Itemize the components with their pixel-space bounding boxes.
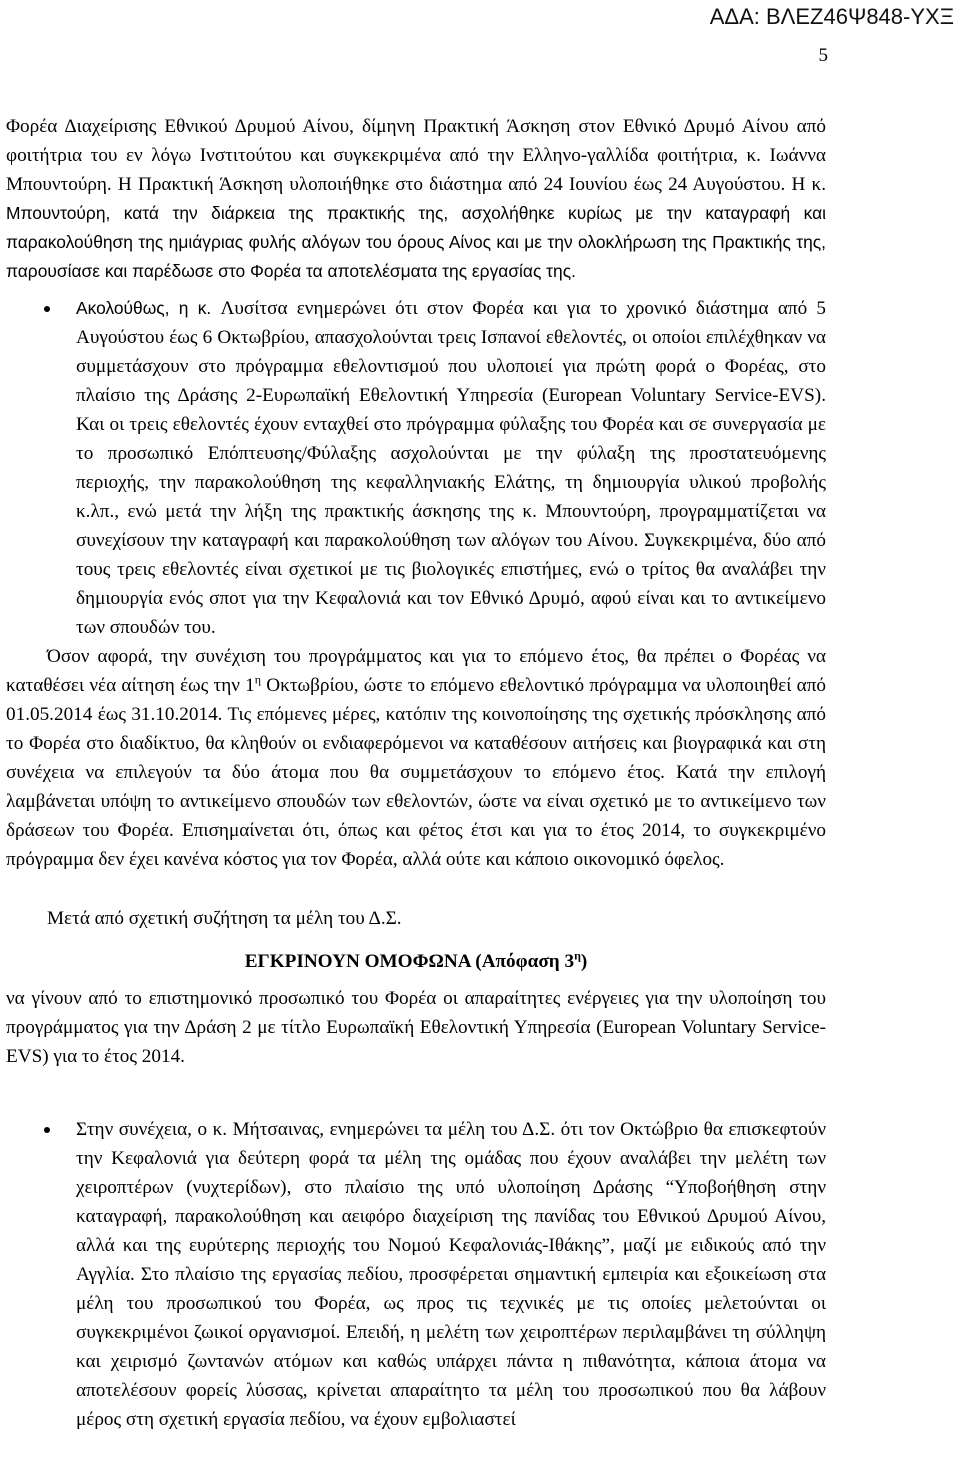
superscript-eta: η: [254, 672, 262, 687]
paragraph-internship: [6, 112, 826, 286]
page-number: 5: [818, 45, 828, 66]
decision-superscript: η: [574, 948, 581, 963]
bullet-bats: [6, 1115, 826, 1434]
document-body: [6, 112, 826, 1434]
bullet-dot: [44, 306, 50, 312]
bullet-bats-text: Στην συνέχεια, ο κ. Μήτσαινας, ενημερώνει τα μέλη του Δ.Σ. ότι τον Οκτώβριο θα επισκεφτούν την Κεφαλονιά για δεύτερη φορά τα μέλη της ομάδας που έχουν αναλάβει την μελέτη των χειροπτέρων (νυχτερίδων), στο πλαίσιο της υπό υλοποίηση Δράσης “Υποβοήθηση στην καταγραφή, παρακολούθηση και αειφόρο διαχείριση της πανίδας του Εθνικού Δρυμού Αίνου, αλλά και της ευρύτερης περιοχής του Νομού Κεφαλονιάς-Ιθάκης”, μαζί με ειδικούς από την Αγγλία. Στο πλαίσιο της εργασίας πεδίου, προσφέρεται σημαντική εμπειρία και εξοικείωση στα μέλη του προσωπικού του Φορέα, ως προς τις τεχνικές με τις οποίες μελετούνται οι συγκεκριμένοι ζωικοί οργανισμοί. Επειδή, η μελέτη των χειροπτέρων περιλαμβάνει τη σύλληψη και χειρισμό ζωντανών ατόμων και καθώς υπάρχει πάντα η πιθανότητα, κάποια άτομα να αποτελέσουν φορείς λύσσας, κρίνεται απαραίτητο τα μέλη του προσωπικού που θα λάβουν μέρος στη σχετική εργασία πεδίου, να έχουν εμβολιαστεί: [76, 1119, 826, 1430]
paragraph-internship-text-sans: Μπουντούρη, κατά την διάρκεια της πρακτικής της, ασχολήθηκε κυρίως με την καταγραφή και παρακολούθηση της ημιάγριας φυλής αλόγων του όρους Αίνος και με την ολοκλήρωση της Πρακτικής της, παρουσίασε και παρέδωσε στο Φορέα τα αποτελέσματα της εργασίας της.: [6, 203, 826, 281]
ada-code: ΑΔΑ: ΒΛΕΖ46Ψ848-ΥΧΞ: [709, 4, 954, 29]
decision-text: να γίνουν από το επιστημονικό προσωπικό του Φορέα οι απαραίτητες ενέργειες για την υλοποίηση του προγράμματος για την Δράση 2 με τίτλο Ευρωπαϊκή Εθελοντική Υπηρεσία (European Voluntary Service-EVS) για το έτος 2014.: [6, 988, 826, 1067]
decision-heading-text: ΕΓΚΡΙΝΟΥΝ ΟΜΟΦΩΝΑ (Απόφαση 3: [244, 951, 575, 972]
paragraph-continuation-text-2: Οκτωβρίου, ώστε το επόμενο εθελοντικό πρόγραμμα να υλοποιηθεί από 01.05.2014 έως 31.10.2014. Τις επόμενες μέρες, κατόπιν της κοινοποίησης της σχετικής πρόσκλησης από το Φορέα στο διαδίκτυο, θα κληθούν οι ενδιαφερόμενοι να καταθέσουν αιτήσεις και βιογραφικά και στη συνέχεια να επιλεγούν τα δύο άτομα που θα συμμετάσχουν το επόμενο έτος. Κατά την επιλογή λαμβάνεται υπόψη το αντικείμενο σπουδών των εθελοντών, ώστε να είναι σχετικό με το αντικείμενο των δράσεων του Φορέα. Επισημαίνεται ότι, όπως και φέτος έτσι και για το έτος 2014, το συγκεκριμένο πρόγραμμα δεν έχει κανένα κόστος για τον Φορέα, αλλά ούτε και κάποιο οικονομικό όφελος.: [6, 675, 826, 870]
decision-heading-close: ): [580, 951, 588, 972]
bullet-dot: [44, 1127, 50, 1133]
bullet-volunteers-lead: Ακολούθως, η κ.: [76, 298, 221, 318]
after-discussion-line: Μετά από σχετική συζήτηση τα μέλη του Δ.Σ.: [47, 908, 402, 929]
decision-heading: [6, 947, 826, 976]
paragraph-continuation-text: Όσον αφορά, την συνέχιση του προγράμματος και για το επόμενο έτος, θα πρέπει ο Φορέας να καταθέσει νέα αίτηση έως την 1: [6, 646, 826, 696]
paragraph-continuation: [6, 642, 826, 874]
paragraph-internship-text: Φορέα Διαχείρισης Εθνικού Δρυμού Αίνου, δίμηνη Πρακτική Άσκηση στον Εθνικό Δρυμό Αίνου από φοιτήτρια του εν λόγω Ινστιτούτου και συγκεκριμένα από την Ελληνο-γαλλίδα φοιτήτρια, κ. Ιωάννα Μπουντούρη. Η Πρακτική Άσκηση υλοποιήθηκε στο διάστημα από 24 Ιουνίου έως 24 Αυγούστου. Η κ.: [6, 116, 826, 195]
bullet-volunteers: [6, 294, 826, 642]
bullet-volunteers-text: Λυσίτσα ενημερώνει ότι στον Φορέα και για το χρονικό διάστημα από 5 Αυγούστου έως 6 Οκτωβρίου, απασχολούνται τρεις Ισπανοί εθελοντές, οι οποίοι επιλέχθηκαν να συμμετάσχουν στο πρόγραμμα εθελοντισμού που υλοποιεί για πρώτη φορά ο Φορέας, στο πλαίσιο της Δράσης 2-Ευρωπαϊκή Εθελοντική Υπηρεσία (European Voluntary Service-EVS). Και οι τρεις εθελοντές έχουν ενταχθεί στο πρόγραμμα φύλαξης του Φορέα και σε συνεργασία με το προσωπικό Επόπτευσης/Φύλαξης ασχολούνται με την φύλαξη της προστατευόμενης περιοχής, την παρακολούθηση της κεφαλληνιακής Ελάτης, τη δημιουργία υλικού προβολής κ.λπ., ενώ μετά την λήξη της πρακτικής άσκησης της κ. Μπουντούρη, προγραμματίζεται να συνεχίσουν την καταγραφή και παρακολούθηση των αλόγων του Αίνου. Συγκεκριμένα, δύο από τους τρεις εθελοντές είναι σχετικοί με τις βιολογικές επιστήμες, ενώ ο τρίτος θα αναλάβει την δημιουργία ενός σποτ για την Κεφαλονιά και τον Εθνικό Δρυμό, αφού είναι και το αντικείμενο των σπουδών του.: [76, 298, 826, 638]
